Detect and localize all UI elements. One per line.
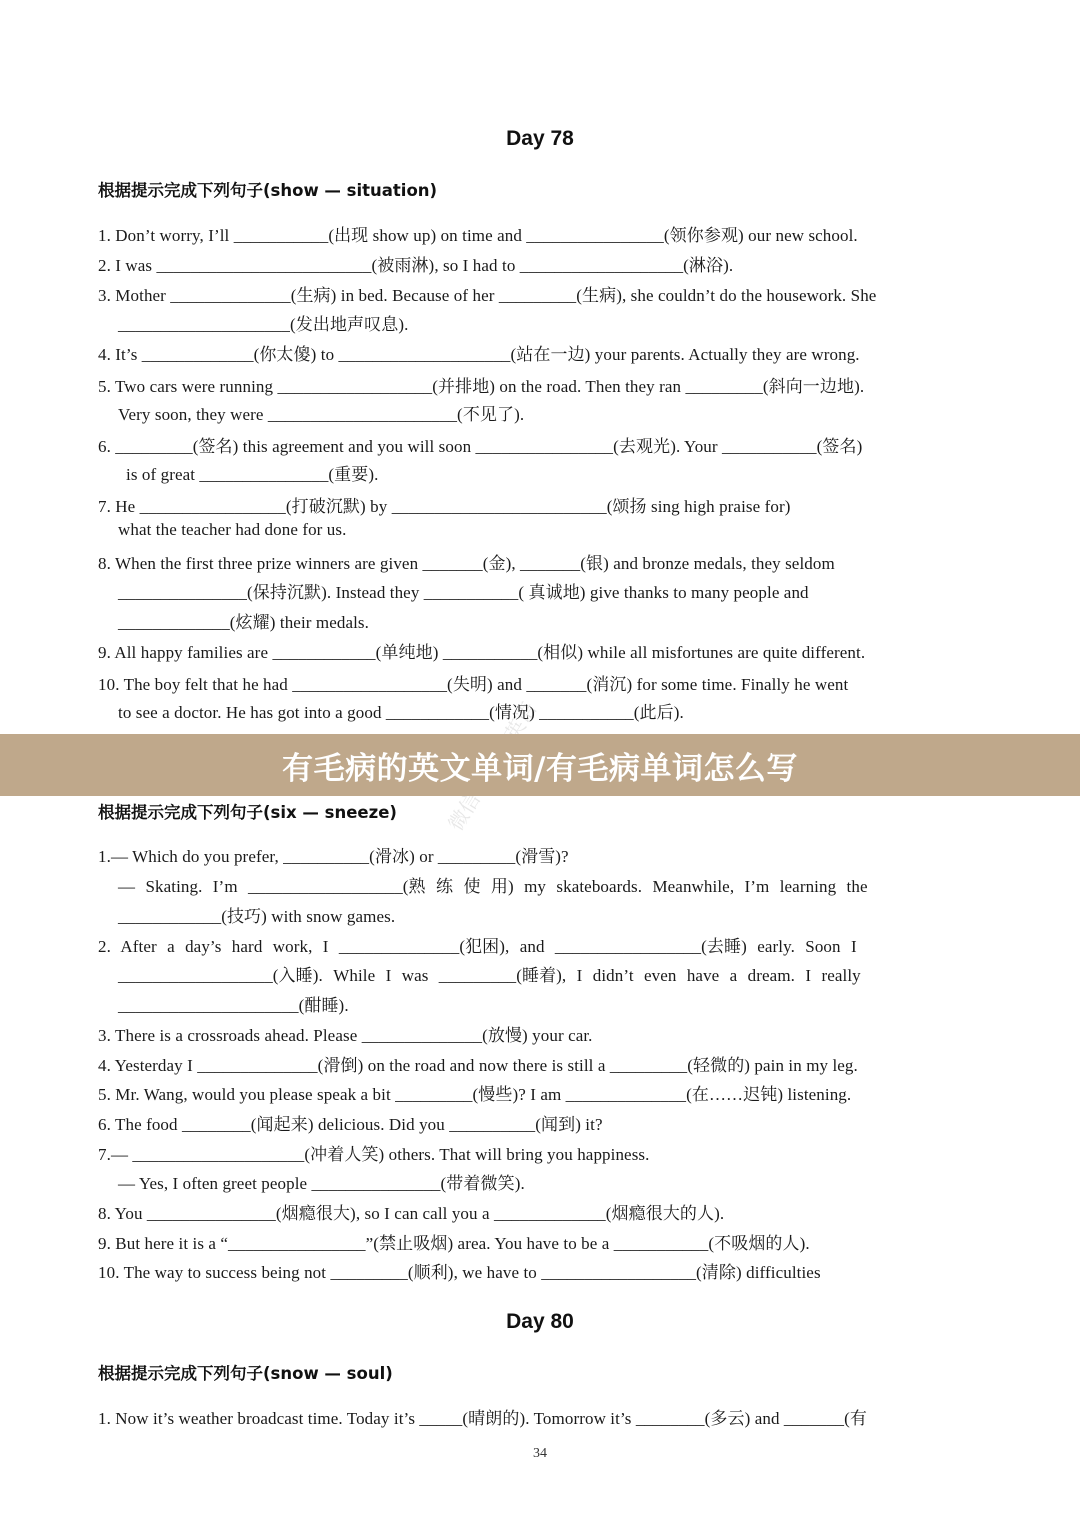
exercise-line: 5. Two cars were running __________________(并排地) on the road. Then they ran _________(斜向一边地). (98, 377, 865, 396)
exercise-line: 3. There is a crossroads ahead. Please ______________(放慢) your car. (98, 1026, 593, 1045)
exercise-line: 9. All happy families are ____________(单纯地) ___________(相似) while all misfortunes are quite different. (98, 643, 866, 662)
day-78-title: Day 78 (506, 127, 574, 150)
exercise-line: Very soon, they were ______________________(不见了). (118, 405, 525, 424)
exercise-line: 4. It’s _____________(你太傻) to ____________________(站在一边) your parents. Actually they are wrong. (98, 345, 860, 364)
exercise-line: 5. Mr. Wang, would you please speak a bit _________(慢些)? I am ______________(在……迟钝) listening. (98, 1085, 852, 1104)
exercise-line: 7. He _________________(打破沉默) by _________________________(颂扬 sing high praise for) (98, 497, 791, 516)
exercise-line: 3. Mother ______________(生病) in bed. Because of her _________(生病), she couldn’t do the housework. She (98, 286, 877, 305)
exercise-line: 8. When the first three prize winners are given _______(金), _______(银) and bronze medals, they seldom (98, 554, 835, 573)
exercise-line: 9. But here it is a “________________”(禁止吸烟) area. You have to be a ___________(不吸烟的人). (98, 1234, 810, 1253)
exercise-line: — Yes, I often greet people _______________(带着微笑). (118, 1174, 525, 1193)
exercise-line: __________________(入睡). While I was _________(睡着), I didn’t even have a dream. I really (118, 966, 861, 985)
exercise-line: 1. Don’t worry, I’ll ___________(出现 show up) on time and ________________(领你参观) our new school. (98, 226, 858, 245)
day-79-instruction: 根据提示完成下列句子(six — sneeze) (98, 803, 397, 822)
exercise-line: 10. The way to success being not _________(顺利), we have to __________________(清除) difficulties (98, 1263, 821, 1282)
banner-title: 有毛病的英文单词/有毛病单词怎么写 (282, 750, 798, 787)
exercise-line: 6. The food ________(闻起来) delicious. Did you __________(闻到) it? (98, 1115, 603, 1134)
day-80-instruction: 根据提示完成下列句子(snow — soul) (98, 1364, 393, 1383)
title-banner (0, 734, 1080, 796)
exercise-line: is of great _______________(重要). (126, 465, 379, 484)
exercise-line: ____________(技巧) with snow games. (118, 907, 396, 926)
exercise-line: _______________(保持沉默). Instead they ___________( 真诚地) give thanks to many people and (118, 583, 809, 602)
exercise-line: 1.— Which do you prefer, __________(滑冰) or _________(滑雪)? (98, 847, 569, 866)
exercise-line: to see a doctor. He has got into a good ____________(情况) ___________(此后). (118, 703, 684, 722)
exercise-line: 2. I was _________________________(被雨淋), so I had to ___________________(淋浴). (98, 256, 734, 275)
exercise-line: — Skating. I’m __________________(熟 练 使 用) my skateboards. Meanwhile, I’m learning the (118, 877, 868, 896)
exercise-line: 7.— ____________________(冲着人笑) others. That will bring you happiness. (98, 1145, 650, 1164)
exercise-line: 8. You _______________(烟瘾很大), so I can call you a _____________(烟瘾很大的人). (98, 1204, 725, 1223)
exercise-line: _____________________(酣睡). (118, 996, 349, 1015)
page-number: 34 (533, 1446, 547, 1461)
exercise-line: ____________________(发出地声叹息). (118, 315, 409, 334)
exercise-line: 1. Now it’s weather broadcast time. Today it’s _____(晴朗的). Tomorrow it’s ________(多云) and _______(有 (98, 1409, 867, 1428)
exercise-line: 4. Yesterday I ______________(滑倒) on the road and now there is still a _________(轻微的) pain in my leg. (98, 1056, 858, 1075)
exercise-line: what the teacher had done for us. (118, 520, 347, 539)
day-80-title: Day 80 (506, 1310, 574, 1333)
exercise-line: _____________(炫耀) their medals. (118, 613, 369, 632)
day-78-instruction: 根据提示完成下列句子(show — situation) (98, 181, 438, 200)
exercise-line: 2. After a day’s hard work, I ______________(犯困), and _________________(去睡) early. Soon I (98, 937, 857, 956)
exercise-line: 6. _________(签名) this agreement and you will soon ________________(去观光). Your ___________(签名) (98, 437, 863, 456)
exercise-line: 10. The boy felt that he had __________________(失明) and _______(消沉) for some time. Finally he went (98, 675, 849, 694)
